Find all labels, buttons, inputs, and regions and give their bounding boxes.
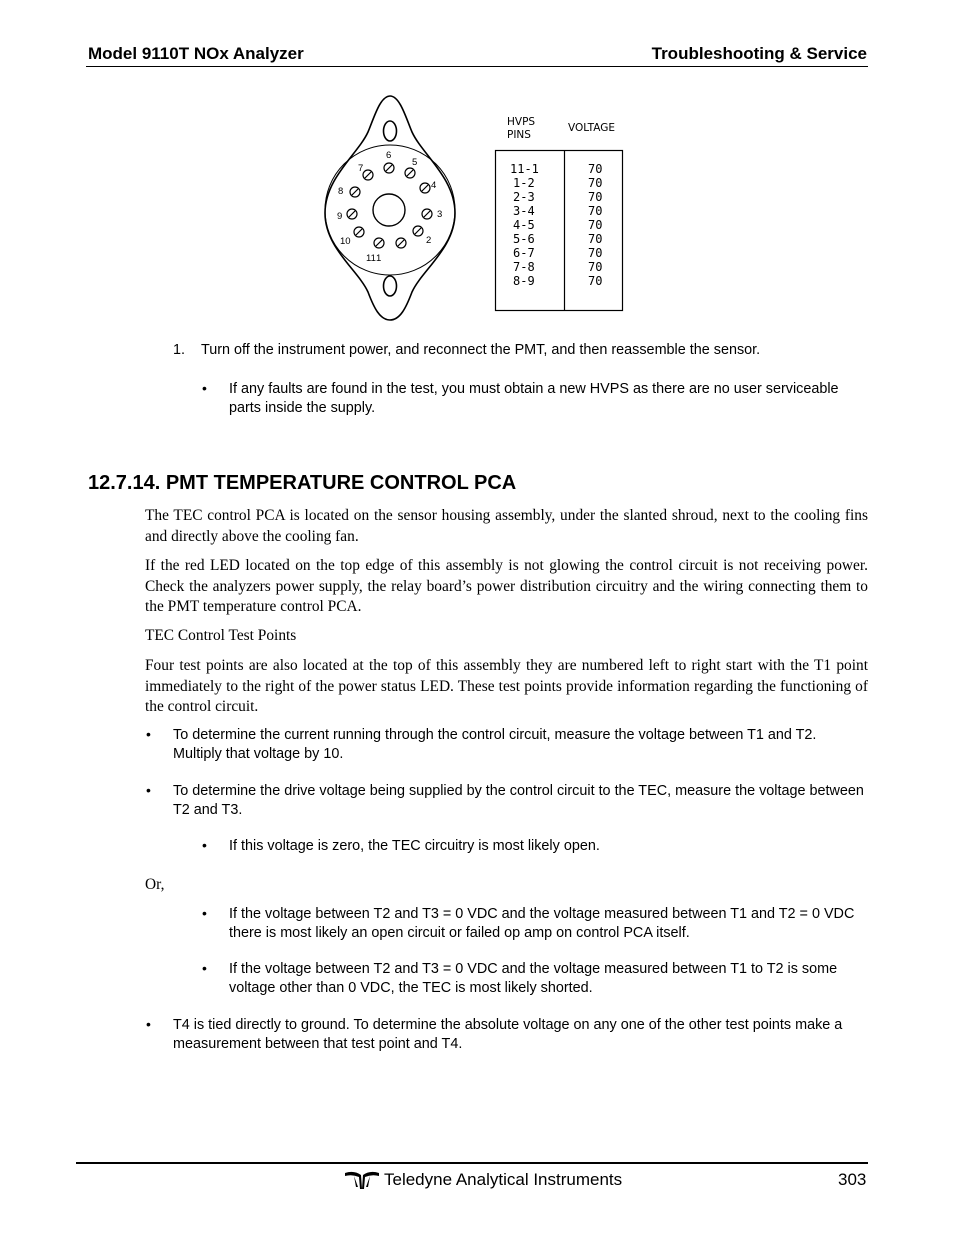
pin-label-9: 9 [337, 211, 343, 222]
step-text: Turn off the instrument power, and reconnect the PMT, and then reassemble the sensor. [201, 342, 761, 358]
bullet-2a: If this voltage is zero, the TEC circuitry is most likely open. [229, 838, 600, 854]
header-title: Model 9110T NOx Analyzer [88, 44, 304, 63]
paragraph-4: Four test points are also located at the top of this assembly they are numbered left to right start with the T1 point immediately to the right of the power status LED. These test points provide information regarding the functioning of the control circuit. [145, 657, 868, 715]
pin-label-7: 7 [358, 163, 364, 174]
paragraph-1: The TEC control PCA is located on the sensor housing assembly, under the slanted shroud, next to the cooling fins and directly above the cooling fan. [145, 507, 868, 545]
row-pins: 4-5 [513, 218, 535, 232]
table-headers [507, 116, 615, 141]
section-title: 12.7.14. PMT TEMPERATURE CONTROL PCA [88, 472, 517, 494]
hvps-socket-figure [300, 88, 640, 328]
bullet-dot: • [202, 905, 207, 921]
header-section: Troubleshooting & Service [651, 44, 867, 63]
row-voltage: 70 [588, 176, 603, 190]
row-pins: 7-8 [513, 260, 535, 274]
pin-label-1: 1 [376, 253, 382, 264]
paragraph-2: If the red LED located on the top edge of this assembly is not glowing the control circuit is not receiving power. Check the analyzers power supply, the relay board’s power distribution circuitry and the wiring connecting them to the PMT temperature control PCA. [145, 557, 868, 615]
row-voltage: 70 [588, 246, 603, 260]
step-number: 1. [173, 342, 186, 358]
row-voltage: 70 [588, 204, 603, 218]
row-pins: 8-9 [513, 274, 535, 288]
row-voltage: 70 [588, 274, 603, 288]
row-pins: 3-4 [513, 204, 535, 218]
paragraph-3: TEC Control Test Points [145, 627, 297, 644]
hvps-header: HVPS [507, 116, 536, 128]
pin-label-8: 8 [338, 186, 344, 197]
bullet-1: To determine the current running through the control circuit, measure the voltage between T1 and T2. Multiply that voltage by 10. [173, 727, 817, 762]
pin-label-6: 6 [386, 150, 392, 161]
row-pins: 11-1 [510, 162, 539, 176]
pin-label-10: 10 [340, 236, 351, 247]
bullet-dot: • [146, 1016, 151, 1032]
row-pins: 6-7 [513, 246, 535, 260]
row-voltage: 70 [588, 232, 603, 246]
step-bullet-text: If any faults are found in the test, you must obtain a new HVPS as there are no user serviceable parts inside the supply. [229, 381, 839, 416]
row-voltage: 70 [588, 162, 603, 176]
pin-label-4: 4 [431, 180, 437, 191]
mount-hole-top [384, 121, 397, 141]
pin-label-3: 3 [437, 209, 443, 220]
row-voltage: 70 [588, 260, 603, 274]
pin-label-2: 2 [426, 235, 432, 246]
bullet-dot: • [202, 837, 207, 853]
bullet-5: T4 is tied directly to ground. To determine the absolute voltage on any one of the other test points make a measurement between that test point and T4. [173, 1017, 843, 1052]
socket-outline [325, 96, 455, 320]
bullet-dot: • [146, 726, 151, 742]
bullet-dot: • [146, 782, 151, 798]
row-pins: 5-6 [513, 232, 535, 246]
page-number: 303 [838, 1170, 867, 1189]
row-pins: 2-3 [513, 190, 535, 204]
mount-hole-bottom [384, 276, 397, 296]
bullet-2: To determine the drive voltage being supplied by the control circuit to the TEC, measure the voltage between T2 and T3. [173, 783, 864, 818]
row-pins: 1-2 [513, 176, 535, 190]
voltage-header: VOLTAGE [568, 122, 616, 134]
header-rule [86, 66, 868, 67]
footer-rule [76, 1162, 868, 1164]
bullet-4: If the voltage between T2 and T3 = 0 VDC and the voltage measured between T1 to T2 is some voltage other than 0 VDC, the TEC is most likely shorted. [229, 961, 838, 996]
pin-label-5: 5 [412, 157, 418, 168]
bullet-3: If the voltage between T2 and T3 = 0 VDC and the voltage measured between T1 and T2 = 0 VDC there is most likely an open circuit or failed op amp on control PCA itself. [229, 906, 855, 941]
bullet-dot: • [202, 960, 207, 976]
footer-company: Teledyne Analytical Instruments [384, 1170, 623, 1189]
row-voltage: 70 [588, 190, 603, 204]
table-rows [510, 162, 602, 288]
pins [347, 163, 432, 248]
row-voltage: 70 [588, 218, 603, 232]
center-hole [373, 194, 405, 226]
pin-label-11: 11 [366, 253, 376, 264]
bullet-dot: • [202, 380, 207, 396]
or-text: Or, [145, 876, 165, 893]
teledyne-logo-icon [344, 1170, 380, 1190]
pins-header: PINS [507, 129, 531, 141]
